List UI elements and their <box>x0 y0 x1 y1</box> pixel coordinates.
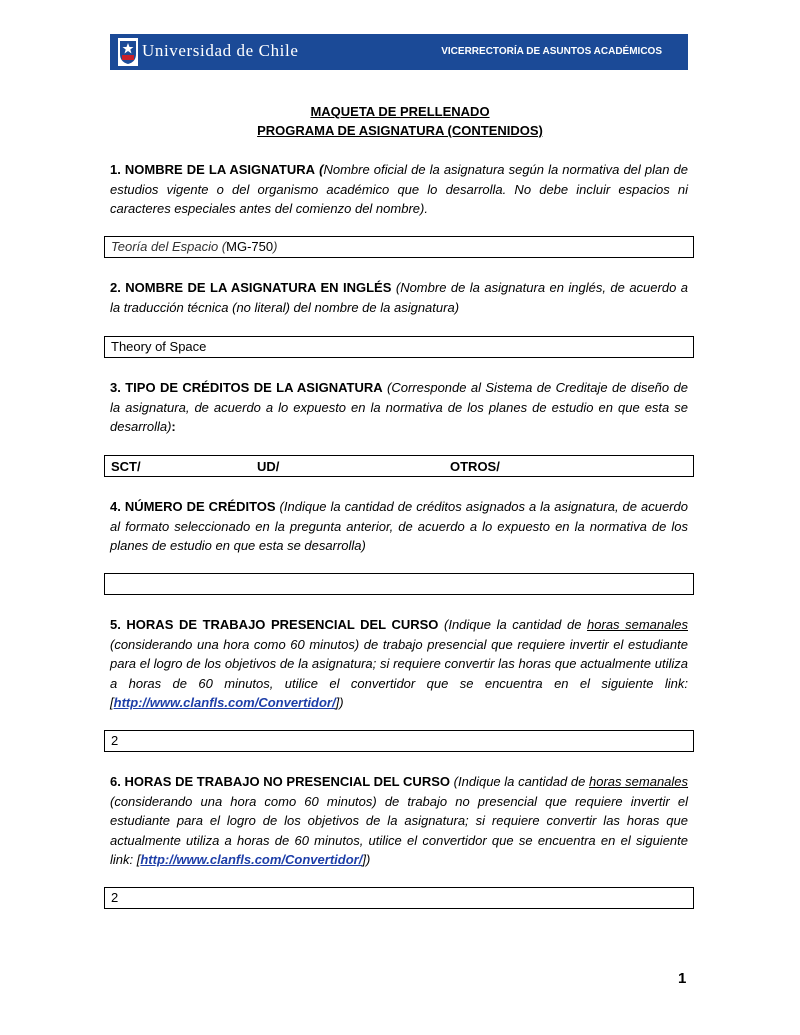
section-2-description: Nombre de la asignatura en inglés, de acuerdo a la traducción técnica (no literal) del nombre de la asignatura) <box>110 280 688 315</box>
section-6-description-b: (considerando una hora como 60 minutos) de trabajo no presencial que requiere invertir el estudiante para el logro de los objetivos de la asignatura; si requiere convertir las horas que actualmente utiliza a horas de 60 minutos, utilice el convertidor que se encuentra en el siguiente link: [ <box>110 793 688 868</box>
section-4-heading: 4. NÚMERO DE CRÉDITOS <box>110 499 276 514</box>
section-6-answer-box[interactable] <box>104 887 694 909</box>
section-5-heading: 5. HORAS DE TRABAJO PRESENCIAL DEL CURSO <box>110 617 439 632</box>
section-4-description: Indique la cantidad de créditos asignados a la asignatura, de acuerdo al formato seleccionado en la pregunta anterior, de acuerdo a lo expuesto en la normativa de los planes de estudio en que esta se desarrolla) <box>110 499 688 554</box>
section-3-description-end: : <box>171 419 176 435</box>
section-1-answer-box[interactable] <box>104 236 694 258</box>
section-6-description-c: ]) <box>362 852 371 868</box>
section-6-question: 6. HORAS DE TRABAJO NO PRESENCIAL DEL CURSO (Indique la cantidad de horas semanales (considerando una hora como 60 minutos) de trabajo no presencial que requiere invertir el estudiante para el logro de los objetivos de la asignatura; si requiere convertir las horas que actualmente utiliza a horas de 60 minutos, utilice el convertidor que se encuentra en el siguiente link: [http://www.clanfls.com/Convertidor/]) <box>110 774 689 868</box>
university-name: Universidad de Chile <box>142 41 299 60</box>
section-5-answer-box[interactable] <box>104 730 694 752</box>
section-6-answer: 2 <box>111 890 119 905</box>
section-3-description-pre: Corresponde al <box>391 380 486 395</box>
section-1-heading: 1. NOMBRE DE LA ASIGNATURA <box>110 162 316 177</box>
section-6-description-underlined: horas semanales <box>588 774 689 789</box>
document-title-line2: PROGRAMA DE ASIGNATURA (CONTENIDOS) <box>257 123 543 138</box>
section-2-answer: Theory of Space <box>111 339 207 354</box>
page-number: 1 <box>678 970 687 987</box>
section-6-heading: 6. HORAS DE TRABAJO NO PRESENCIAL DEL CURSO <box>110 774 450 789</box>
section-5-description-c: ]) <box>335 695 344 711</box>
vicerrectoria-label: VICERRECTORÍA DE ASUNTOS ACADÉMICOS <box>441 46 662 57</box>
section-3-question: 3. TIPO DE CRÉDITOS DE LA ASIGNATURA (Corresponde al Sistema de Creditaje de diseño de la asignatura, de acuerdo a lo expuesto en la normativa de los planes de estudio en que esta se desarrolla): <box>110 380 688 435</box>
section-5-answer: 2 <box>111 733 119 748</box>
section-5-question: 5. HORAS DE TRABAJO PRESENCIAL DEL CURSO (Indique la cantidad de horas semanales (considerando una hora como 60 minutos) de trabajo presencial que requiere invertir el estudiante para el logro de los objetivos de la asignatura; si requiere convertir las horas que actualmente utiliza a horas de 60 minutos, utilice el convertidor que se encuentra en el siguiente link: [http://www.clanfls.com/Convertidor/]) <box>110 617 688 711</box>
section-1-answer-close: ) <box>273 239 278 254</box>
section-1-question: 1. NOMBRE DE LA ASIGNATURA (Nombre oficial de la asignatura según la normativa del plan de estudios vigente o del organismo académico que lo desarrolla. No debe incluir espacios ni caracteres especiales antes del comienzo del nombre). <box>110 162 688 217</box>
section-4-question: 4. NÚMERO DE CRÉDITOS (Indique la cantidad de créditos asignados a la asignatura, de acuerdo al formato seleccionado en la pregunta anterior, de acuerdo a lo expuesto en la normativa de los planes de estudio en que esta se desarrolla) <box>110 499 688 554</box>
section-3-heading: 3. TIPO DE CRÉDITOS DE LA ASIGNATURA <box>110 380 383 395</box>
section-5-description-a: Indique la cantidad de <box>448 617 588 632</box>
otros-option[interactable]: OTROS/ <box>450 459 500 474</box>
ud-option[interactable]: UD/ <box>257 459 280 474</box>
section-1-answer-code: MG-750 <box>226 239 274 254</box>
section-5-convertidor-link[interactable]: http://www.clanfls.com/Convertidor/ <box>113 695 336 711</box>
section-1-description: Nombre oficial de la asignatura según la normativa del plan de estudios vigente o del organismo académico que lo desarrolla. No debe incluir espacios ni caracteres especiales antes del comienzo del nombre). <box>110 162 688 217</box>
section-4-answer-box[interactable] <box>104 573 694 595</box>
section-5-description-b: (considerando una hora como 60 minutos) de trabajo presencial que requiere invertir el estudiante para el logro de los objetivos de la asignatura; si requiere convertir las horas que actualmente utiliza a horas de 60 minutos, utilice el convertidor que se encuentra en el siguiente link: [ <box>110 636 688 711</box>
sct-option[interactable]: SCT/ <box>111 459 141 474</box>
section-2-answer-box[interactable] <box>104 336 694 358</box>
document-title-line1: MAQUETA DE PRELLENADO <box>310 104 490 119</box>
section-3-description: Sistema de Creditaje de diseño de la asignatura, de acuerdo a lo expuesto en la normativa de los planes de estudio en que esta se desarrolla) <box>110 380 688 435</box>
section-3-credit-type-box[interactable] <box>104 455 694 477</box>
section-2-heading: 2. NOMBRE DE LA ASIGNATURA EN INGLÉS <box>110 280 392 295</box>
header-banner <box>110 34 688 70</box>
section-1-answer-name: Teoría del Espacio ( <box>111 239 227 254</box>
section-5-description-underlined: horas semanales <box>587 617 688 632</box>
section-2-question: 2. NOMBRE DE LA ASIGNATURA EN INGLÉS (Nombre de la asignatura en inglés, de acuerdo a la traducción técnica (no literal) del nombre de la asignatura) <box>110 280 688 315</box>
university-seal-icon <box>118 38 138 66</box>
section-6-convertidor-link[interactable]: http://www.clanfls.com/Convertidor/ <box>140 852 363 868</box>
section-6-description-a: Indique la cantidad de <box>458 774 589 789</box>
